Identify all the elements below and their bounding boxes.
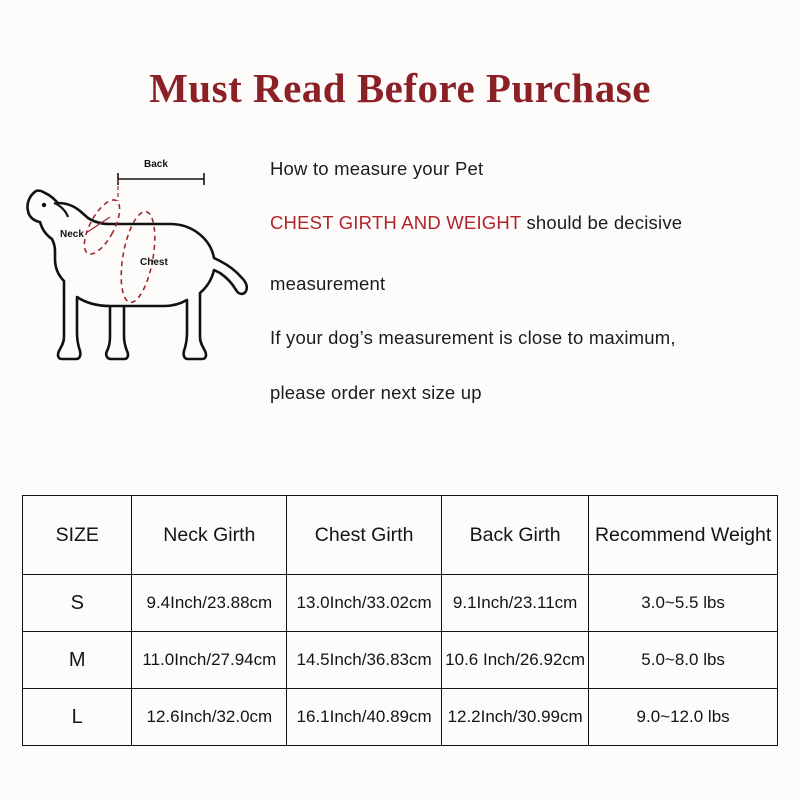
- diagram-label-chest: Chest: [140, 257, 168, 269]
- instruction-line-3: measurement: [270, 272, 386, 294]
- highlight-chest-girth-weight: CHEST GIRTH AND WEIGHT: [270, 212, 522, 234]
- dog-diagram-container: [0, 147, 270, 402]
- instruction-line-2: [270, 207, 788, 239]
- cell-back-s: 9.1Inch/23.11cm: [442, 575, 589, 632]
- table-row: [23, 575, 778, 632]
- table-header-row: [23, 496, 778, 575]
- cell-weight-m: 5.0~8.0 lbs: [589, 632, 778, 689]
- table-row: [23, 632, 778, 689]
- instruction-line-2-rest: should be decisive: [521, 212, 683, 234]
- cell-neck-l: 12.6Inch/32.0cm: [132, 689, 287, 746]
- diagram-label-neck: Neck: [60, 229, 84, 241]
- header-back-girth: Back Girth: [442, 496, 589, 575]
- cell-size-s: S: [23, 575, 132, 632]
- cell-back-m: 10.6 Inch/26.92cm: [442, 632, 589, 689]
- instruction-line-4: If your dog’s measurement is close to maximum,: [270, 327, 676, 349]
- header-chest-girth: Chest Girth: [287, 496, 442, 575]
- cell-chest-s: 13.0Inch/33.02cm: [287, 575, 442, 632]
- cell-size-l: L: [23, 689, 132, 746]
- size-chart-table: [22, 495, 778, 746]
- cell-neck-m: 11.0Inch/27.94cm: [132, 632, 287, 689]
- size-table-container: [22, 495, 778, 746]
- instruction-line-5: please order next size up: [270, 381, 482, 403]
- cell-neck-s: 9.4Inch/23.88cm: [132, 575, 287, 632]
- measurement-section: [0, 111, 800, 431]
- diagram-label-back: Back: [144, 159, 168, 171]
- cell-size-m: M: [23, 632, 132, 689]
- header-size: SIZE: [23, 496, 132, 575]
- cell-chest-m: 14.5Inch/36.83cm: [287, 632, 442, 689]
- cell-chest-l: 16.1Inch/40.89cm: [287, 689, 442, 746]
- dog-outline-illustration: [14, 147, 270, 397]
- instruction-line-1: How to measure your Pet: [270, 158, 484, 180]
- table-row: [23, 689, 778, 746]
- header-neck-girth: Neck Girth: [132, 496, 287, 575]
- cell-weight-l: 9.0~12.0 lbs: [589, 689, 778, 746]
- header-recommend-weight: Recommend Weight: [589, 496, 778, 575]
- instructions-text: [270, 147, 800, 431]
- cell-weight-s: 3.0~5.5 lbs: [589, 575, 778, 632]
- page-title: Must Read Before Purchase: [149, 65, 651, 111]
- cell-back-l: 12.2Inch/30.99cm: [442, 689, 589, 746]
